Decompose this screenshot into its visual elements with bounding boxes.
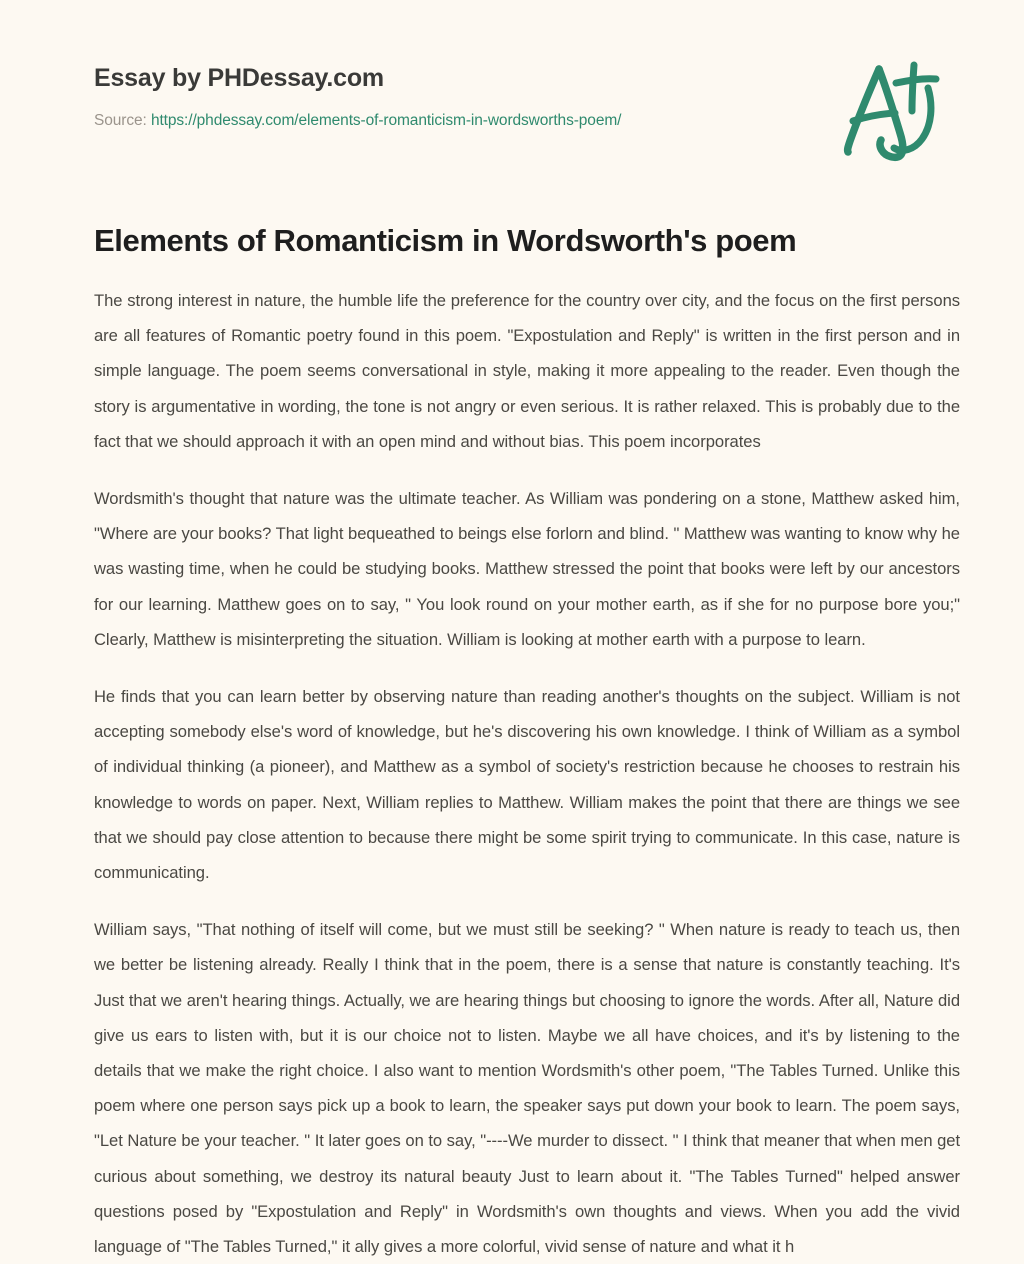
article-body [94,283,960,1264]
page-header [94,63,964,165]
page-title: Elements of Romanticism in Wordsworth's poem [94,223,797,258]
paragraph: William says, "That nothing of itself will come, but we must still be seeking? " When nature is ready to teach us, then we better be listening already. Really I think that in the poem, there is a sense that nature is constantly teaching. It's Just that we aren't hearing things. Actually, we are hearing things but choosing to ignore the words. After all, Nature did give us ears to listen with, but it is our choice not to listen. Maybe we all have choices, and it's by listening to the details that we make the right choice. I also want to mention Wordsmith's other poem, "The Tables Turned. Unlike this poem where one person says pick up a book to learn, the speaker says put down your book to learn. The poem says, "Let Nature be your teacher. " It later goes on to say, "----We murder to dissect. " I think that meaner that when men get curious about something, we destroy its natural beauty Just to learn about it. "The Tables Turned" helped answer questions posed by "Expostulation and Reply" in Wordsmith's own thoughts and views. When you add the vivid language of "The Tables Turned," it ally gives a more colorful, vivid sense of nature and what it h [94,920,960,1257]
site-title: Essay by PHDessay.com [94,64,384,92]
source-label: Source: [94,111,147,129]
source-line [94,112,621,130]
source-url-link[interactable]: https://phdessay.com/elements-of-romanticism-in-wordsworths-poem/ [150,111,622,129]
paragraph: Wordsmith's thought that nature was the ultimate teacher. As William was pondering on a stone, Matthew asked him, "Where are your books? That light bequeathed to beings else forlorn and blind. " Matthew was wanting to know why he was wasting time, when he could be studying books. Matthew stressed the point that books were left by our ancestors for our learning. Matthew goes on to say, " You look round on your mother earth, as if she for no purpose bore you;" Clearly, Matthew is misinterpreting the situation. William is looking at mother earth with a purpose to learn. [94,489,960,649]
paragraph: He finds that you can learn better by observing nature than reading another's thoughts on the subject. William is not accepting somebody else's word of knowledge, but he's discovering his own knowledge. I think of William as a symbol of individual thinking (a pioneer), and Matthew as a symbol of society's restriction because he chooses to restrain his knowledge to words on paper. Next, William replies to Matthew. William makes the point that there are things we see that we should pay close attention to because there might be some spirit trying to communicate. In this case, nature is communicating. [94,687,960,883]
header-text-block [94,63,621,130]
a-plus-logo-icon [832,55,952,165]
paragraph: The strong interest in nature, the humble life the preference for the country over city, and the focus on the first persons are all features of Romantic poetry found in this poem. "Expostulation and Reply" is written in the first person and in simple language. The poem seems conversational in style, making it more appealing to the reader. Even though the story is argumentative in wording, the tone is not angry or even serious. It is rather relaxed. This is probably due to the fact that we should approach it with an open mind and without bias. This poem incorporates [94,291,960,451]
